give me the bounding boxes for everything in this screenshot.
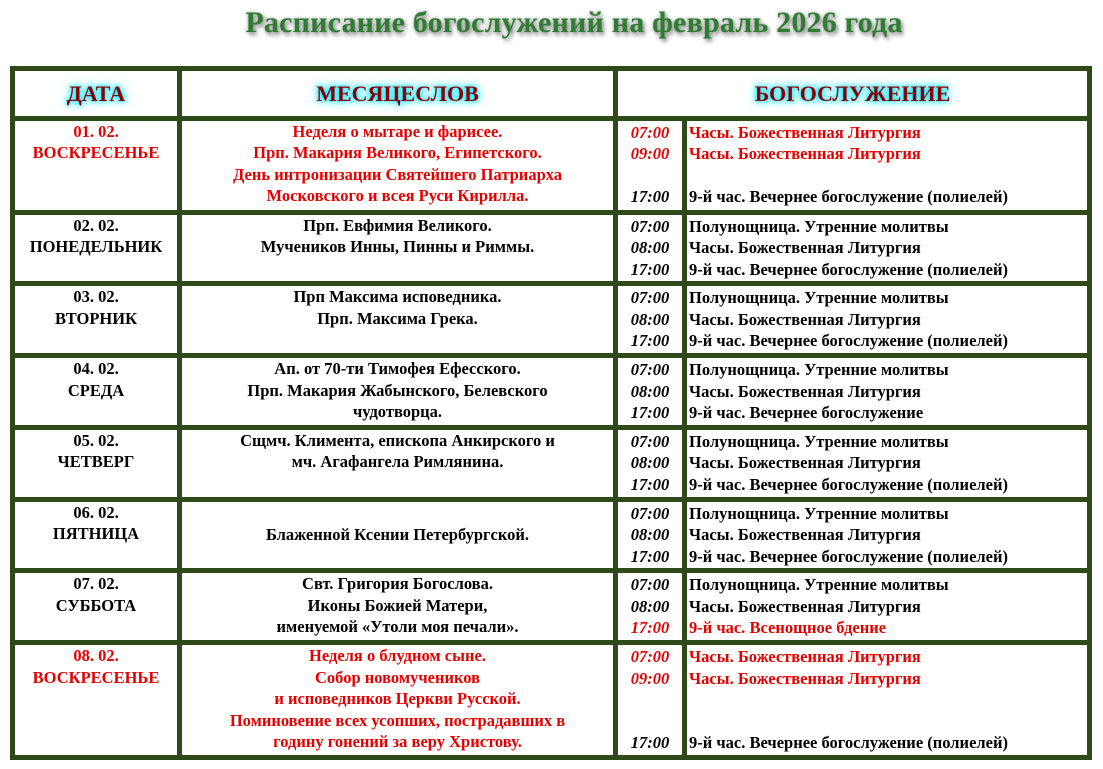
saint-line: годину гонений за веру Христову.: [273, 732, 522, 752]
service-name: Часы. Божественная Литургия: [689, 525, 921, 545]
service-time: 07:00: [630, 575, 670, 595]
date-cell: [15, 430, 177, 497]
spacer: [689, 689, 1087, 711]
header-row: [15, 71, 1087, 116]
weekday-value: ЧЕТВЕРГ: [57, 452, 135, 472]
weekday-value: ПЯТНИЦА: [52, 524, 140, 544]
weekday-value: СРЕДА: [67, 380, 125, 400]
service-time: 07:00: [630, 122, 670, 142]
service-time: 07:00: [630, 360, 670, 380]
service-name: 9-й час. Всенощное бдение: [689, 618, 887, 638]
saint-line: Блаженной Ксении Петербургской.: [265, 525, 529, 545]
time-cell: [618, 358, 682, 425]
date-cell: [15, 573, 177, 640]
saint-line: Прп. Макария Великого, Египетского.: [253, 143, 542, 163]
saints-cell: [182, 121, 613, 210]
time-cell: [618, 430, 682, 497]
saint-line: Ап. от 70-ти Тимофея Ефесского.: [274, 359, 521, 379]
service-time: 08:00: [630, 238, 670, 258]
date-value: 07. 02.: [73, 574, 119, 594]
spacer: [618, 165, 682, 187]
header-date: ДАТА: [15, 71, 177, 116]
service-time: 09:00: [630, 668, 670, 688]
spacer: [689, 165, 1087, 187]
date-cell: [15, 502, 177, 569]
service-time: 07:00: [630, 503, 670, 523]
schedule-row: [15, 358, 1087, 425]
saints-cell: [182, 358, 613, 425]
service-name: Полунощница. Утренние молитвы: [689, 503, 949, 523]
schedule-row: [15, 121, 1087, 210]
date-value: 01. 02.: [73, 121, 119, 141]
service-time: 17:00: [630, 733, 670, 753]
service-name: Часы. Божественная Литургия: [689, 144, 921, 164]
service-time: 07:00: [630, 431, 670, 451]
saint-line: Прп. Евфимия Великого.: [303, 215, 492, 235]
service-time: 08:00: [630, 596, 670, 616]
saint-line: именуемой «Утоли моя печали».: [276, 617, 519, 637]
saint-line: Прп. Макария Жабынского, Белевского: [247, 380, 548, 400]
saint-line: Прп. Максима Грека.: [317, 308, 478, 328]
service-name: Часы. Божественная Литургия: [689, 453, 921, 473]
services-cell: [687, 358, 1087, 425]
date-cell: [15, 358, 177, 425]
saint-line: Мучеников Инны, Пинны и Риммы.: [260, 237, 535, 257]
services-cell: [687, 502, 1087, 569]
time-cell: [618, 502, 682, 569]
service-time: 08:00: [630, 525, 670, 545]
service-time: 17:00: [630, 259, 670, 279]
services-cell: [687, 430, 1087, 497]
page-title: Расписание богослужений на февраль 2026 года: [245, 6, 903, 39]
schedule-row: [15, 502, 1087, 569]
service-name: 9-й час. Вечернее богослужение (полиелей): [689, 331, 1008, 351]
schedule-table: [10, 66, 1092, 760]
weekday-value: ПОНЕДЕЛЬНИК: [29, 237, 163, 257]
service-time: 07:00: [630, 288, 670, 308]
service-time: 08:00: [630, 309, 670, 329]
date-cell: [15, 215, 177, 282]
schedule-row: [15, 645, 1087, 755]
service-name: Полунощница. Утренние молитвы: [689, 575, 949, 595]
service-time: 17:00: [630, 618, 670, 638]
saint-line: и исповедников Церкви Русской.: [274, 689, 521, 709]
saint-line: Неделя о блудном сыне.: [309, 646, 486, 666]
schedule-row: [15, 573, 1087, 640]
schedule-row: [15, 430, 1087, 497]
schedule-row: [15, 215, 1087, 282]
saints-cell: [182, 502, 613, 569]
saints-cell: [182, 215, 613, 282]
saint-line: мч. Агафангела Римлянина.: [291, 452, 504, 472]
time-cell: [618, 645, 682, 755]
saint-line: Московского и всея Руси Кирилла.: [266, 186, 529, 206]
spacer: [618, 689, 682, 711]
saint-line: Свт. Григория Богослова.: [302, 574, 493, 594]
services-cell: [687, 645, 1087, 755]
saint-line: Поминовение всех усопших, пострадавших в: [229, 710, 566, 730]
services-cell: [687, 215, 1087, 282]
saints-cell: [182, 430, 613, 497]
weekday-value: ВОСКРЕСЕНЬЕ: [32, 667, 160, 687]
saint-line: Собор новомучеников: [315, 667, 480, 687]
time-cell: [618, 121, 682, 210]
saint-line: Иконы Божией Матери,: [307, 595, 488, 615]
service-time: 07:00: [630, 216, 670, 236]
service-name: 9-й час. Вечернее богослужение (полиелей): [689, 733, 1008, 753]
date-value: 04. 02.: [73, 359, 119, 379]
date-cell: [15, 286, 177, 353]
saint-line: Прп Максима исповедника.: [293, 287, 502, 307]
saints-cell: [182, 286, 613, 353]
spacer: [689, 711, 1087, 733]
service-time: 09:00: [630, 144, 670, 164]
service-name: 9-й час. Вечернее богослужение (полиелей): [689, 187, 1008, 207]
date-cell: [15, 121, 177, 210]
time-cell: [618, 573, 682, 640]
header-services: БОГОСЛУЖЕНИЕ: [618, 71, 1087, 116]
service-time: 17:00: [630, 331, 670, 351]
service-name: Часы. Божественная Литургия: [689, 596, 921, 616]
service-time: 17:00: [630, 474, 670, 494]
weekday-value: ВТОРНИК: [54, 308, 138, 328]
date-value: 03. 02.: [73, 287, 119, 307]
service-name: Часы. Божественная Литургия: [689, 647, 921, 667]
time-cell: [618, 215, 682, 282]
saint-line: Неделя о мытаре и фарисее.: [292, 121, 503, 141]
service-name: 9-й час. Вечернее богослужение: [689, 403, 924, 423]
time-cell: [618, 286, 682, 353]
services-cell: [687, 286, 1087, 353]
date-value: 06. 02.: [73, 502, 119, 522]
weekday-value: ВОСКРЕСЕНЬЕ: [32, 143, 160, 163]
service-time: 17:00: [630, 187, 670, 207]
service-time: 08:00: [630, 381, 670, 401]
service-name: Часы. Божественная Литургия: [689, 668, 921, 688]
service-name: Часы. Божественная Литургия: [689, 238, 921, 258]
service-name: Полунощница. Утренние молитвы: [689, 216, 949, 236]
service-time: 17:00: [630, 546, 670, 566]
spacer: [618, 711, 682, 733]
service-name: Часы. Божественная Литургия: [689, 309, 921, 329]
saints-cell: [182, 573, 613, 640]
date-value: 08. 02.: [73, 646, 119, 666]
service-name: Часы. Божественная Литургия: [689, 381, 921, 401]
saints-cell: [182, 645, 613, 755]
saint-line: чудотворца.: [352, 402, 443, 422]
service-time: 17:00: [630, 403, 670, 423]
schedule-row: [15, 286, 1087, 353]
service-name: Полунощница. Утренние молитвы: [689, 431, 949, 451]
service-name: 9-й час. Вечернее богослужение (полиелей): [689, 546, 1008, 566]
service-time: 08:00: [630, 453, 670, 473]
service-name: Часы. Божественная Литургия: [689, 122, 921, 142]
date-value: 05. 02.: [73, 430, 119, 450]
service-name: Полунощница. Утренние молитвы: [689, 288, 949, 308]
saint-line: День интронизации Святейшего Патриарха: [232, 164, 563, 184]
header-saints: МЕСЯЦЕСЛОВ: [182, 71, 613, 116]
service-name: 9-й час. Вечернее богослужение (полиелей): [689, 474, 1008, 494]
date-value: 02. 02.: [73, 215, 119, 235]
services-cell: [687, 121, 1087, 210]
service-name: 9-й час. Вечернее богослужение (полиелей): [689, 259, 1008, 279]
saint-line: Сщмч. Климента, епископа Анкирского и: [240, 430, 555, 450]
service-time: 07:00: [630, 647, 670, 667]
date-cell: [15, 645, 177, 755]
weekday-value: СУББОТА: [55, 595, 137, 615]
service-name: Полунощница. Утренние молитвы: [689, 360, 949, 380]
services-cell: [687, 573, 1087, 640]
